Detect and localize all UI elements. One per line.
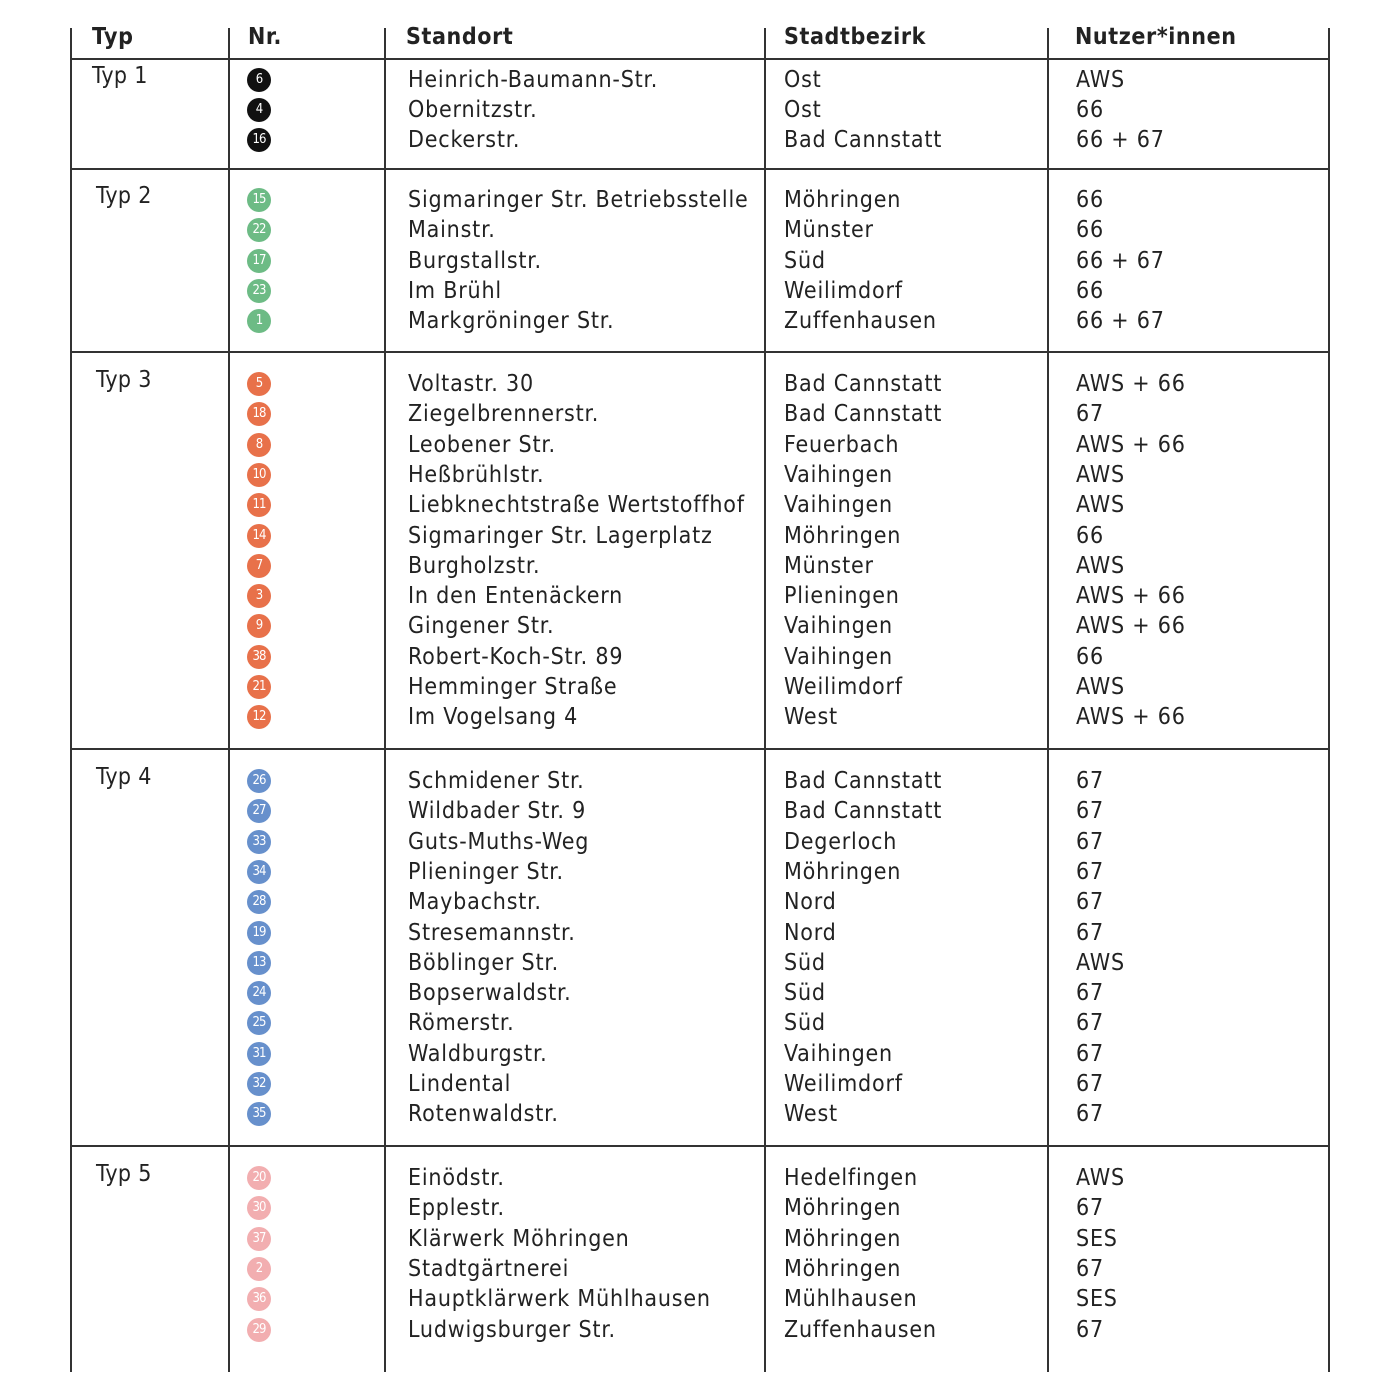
table-row xyxy=(0,978,1400,1008)
table-row xyxy=(0,65,1400,95)
table-row xyxy=(0,827,1400,857)
number-badge: 31 xyxy=(247,1042,271,1066)
table-row xyxy=(0,369,1400,399)
nutzer-cell: 67 xyxy=(1076,828,1104,855)
number-badge: 12 xyxy=(247,705,271,729)
standort-cell: In den Entenäckern xyxy=(408,583,624,610)
standort-cell: Epplestr. xyxy=(408,1195,505,1222)
nutzer-cell: SES xyxy=(1076,1225,1118,1252)
standort-cell: Sigmaringer Str. Lagerplatz xyxy=(408,522,713,549)
group-label: Typ 5 xyxy=(96,1161,152,1187)
standort-cell: Maybachstr. xyxy=(408,889,542,916)
group-divider xyxy=(71,1145,1330,1147)
stadtbezirk-cell: Vaihingen xyxy=(784,492,893,519)
table-row xyxy=(0,1163,1400,1193)
number-badge: 38 xyxy=(247,645,271,669)
standort-cell: Hauptklärwerk Mühlhausen xyxy=(408,1286,711,1313)
stadtbezirk-cell: Feuerbach xyxy=(784,431,900,458)
table-row xyxy=(0,581,1400,611)
table-row xyxy=(0,1039,1400,1069)
stadtbezirk-cell: Süd xyxy=(784,949,826,976)
number-badge: 1 xyxy=(247,309,271,333)
table-row xyxy=(0,948,1400,978)
standort-cell: Leobener Str. xyxy=(408,431,556,458)
table-row xyxy=(0,887,1400,917)
number-badge: 15 xyxy=(247,188,271,212)
standort-cell: Burgstallstr. xyxy=(408,247,542,274)
table-row xyxy=(0,125,1400,155)
header-stadtbezirk: Stadtbezirk xyxy=(784,24,927,50)
standort-cell: Ziegelbrennerstr. xyxy=(408,401,600,428)
table-row xyxy=(0,1008,1400,1038)
number-badge: 32 xyxy=(247,1072,271,1096)
standort-cell: Lindental xyxy=(408,1071,512,1097)
header-typ: Typ xyxy=(92,24,134,50)
stadtbezirk-cell: Vaihingen xyxy=(784,643,893,670)
nutzer-cell: 66 xyxy=(1076,522,1104,549)
stadtbezirk-cell: Ost xyxy=(784,67,822,93)
nutzer-cell: AWS + 66 xyxy=(1076,613,1186,640)
standort-cell: Liebknechtstraße Wertstoffhof xyxy=(408,492,745,519)
number-badge: 4 xyxy=(247,98,271,122)
stadtbezirk-cell: Hedelfingen xyxy=(784,1165,918,1191)
table-row xyxy=(0,246,1400,276)
header-nutzer: Nutzer*innen xyxy=(1075,24,1237,50)
stadtbezirk-cell: Möhringen xyxy=(784,187,902,213)
standort-cell: Gingener Str. xyxy=(408,613,555,640)
number-badge: 5 xyxy=(247,372,271,396)
stadtbezirk-cell: West xyxy=(784,704,838,731)
stadtbezirk-cell: Weilimdorf xyxy=(784,1071,903,1097)
number-badge: 27 xyxy=(247,799,271,823)
nutzer-cell: AWS xyxy=(1076,1165,1125,1191)
number-badge: 33 xyxy=(247,830,271,854)
table-row xyxy=(0,95,1400,125)
standort-cell: Im Brühl xyxy=(408,277,502,304)
standort-cell: Einödstr. xyxy=(408,1165,505,1191)
nutzer-cell: AWS + 66 xyxy=(1076,371,1186,397)
standort-cell: Klärwerk Möhringen xyxy=(408,1225,630,1252)
table-row xyxy=(0,1284,1400,1314)
table-row xyxy=(0,918,1400,948)
nutzer-cell: AWS + 66 xyxy=(1076,704,1186,731)
stadtbezirk-cell: West xyxy=(784,1101,838,1128)
nutzer-cell: AWS xyxy=(1076,674,1125,700)
standort-cell: Robert-Koch-Str. 89 xyxy=(408,643,624,670)
stadtbezirk-cell: Süd xyxy=(784,247,826,274)
standort-cell: Ludwigsburger Str. xyxy=(408,1316,616,1343)
standort-cell: Markgröninger Str. xyxy=(408,308,615,335)
standort-cell: Stadtgärtnerei xyxy=(408,1255,570,1282)
stadtbezirk-cell: Ost xyxy=(784,97,822,123)
nutzer-cell: 66 xyxy=(1076,277,1104,304)
number-badge: 37 xyxy=(247,1227,271,1251)
nutzer-cell: 67 xyxy=(1076,401,1104,428)
number-badge: 29 xyxy=(247,1318,271,1342)
standort-cell: Heinrich-Baumann-Str. xyxy=(408,67,659,93)
table-row xyxy=(0,642,1400,672)
nutzer-cell: AWS xyxy=(1076,492,1125,519)
header-standort: Standort xyxy=(406,24,514,50)
group-label: Typ 1 xyxy=(92,63,148,89)
table-row xyxy=(0,766,1400,796)
stadtbezirk-cell: Möhringen xyxy=(784,522,902,549)
number-badge: 9 xyxy=(247,614,271,638)
nutzer-cell: AWS xyxy=(1076,552,1125,579)
standort-cell: Obernitzstr. xyxy=(408,97,538,123)
group-divider xyxy=(71,748,1330,750)
group-label: Typ 3 xyxy=(96,367,152,393)
stadtbezirk-cell: Bad Cannstatt xyxy=(784,127,943,153)
standort-cell: Mainstr. xyxy=(408,217,496,244)
nutzer-cell: 67 xyxy=(1076,798,1104,825)
number-badge: 24 xyxy=(247,981,271,1005)
nutzer-cell: 67 xyxy=(1076,1255,1104,1282)
standort-cell: Rotenwaldstr. xyxy=(408,1101,559,1128)
table-row xyxy=(0,1254,1400,1284)
stadtbezirk-cell: Möhringen xyxy=(784,1255,902,1282)
table-row xyxy=(0,399,1400,429)
stadtbezirk-cell: Süd xyxy=(784,980,826,1007)
number-badge: 8 xyxy=(247,433,271,457)
standort-cell: Stresemannstr. xyxy=(408,919,576,946)
table-row xyxy=(0,1315,1400,1345)
number-badge: 23 xyxy=(247,279,271,303)
number-badge: 19 xyxy=(247,921,271,945)
nutzer-cell: AWS + 66 xyxy=(1076,431,1186,458)
number-badge: 10 xyxy=(247,463,271,487)
table-row xyxy=(0,490,1400,520)
number-badge: 35 xyxy=(247,1102,271,1126)
number-badge: 16 xyxy=(247,128,271,152)
table-row xyxy=(0,1099,1400,1129)
standort-cell: Guts-Muths-Weg xyxy=(408,828,590,855)
standort-cell: Burgholzstr. xyxy=(408,552,541,579)
nutzer-cell: 67 xyxy=(1076,889,1104,916)
group-label: Typ 2 xyxy=(96,183,152,209)
nutzer-cell: SES xyxy=(1076,1286,1118,1313)
stadtbezirk-cell: Münster xyxy=(784,552,874,579)
nutzer-cell: 66 xyxy=(1076,643,1104,670)
number-badge: 18 xyxy=(247,402,271,426)
stadtbezirk-cell: Münster xyxy=(784,217,874,244)
number-badge: 21 xyxy=(247,675,271,699)
number-badge: 7 xyxy=(247,554,271,578)
stadtbezirk-cell: Mühlhausen xyxy=(784,1286,918,1313)
number-badge: 36 xyxy=(247,1287,271,1311)
stadtbezirk-cell: Plieningen xyxy=(784,583,900,610)
nutzer-cell: 67 xyxy=(1076,1010,1104,1037)
stadtbezirk-cell: Vaihingen xyxy=(784,461,893,488)
stadtbezirk-cell: Nord xyxy=(784,919,837,946)
number-badge: 17 xyxy=(247,249,271,273)
number-badge: 2 xyxy=(247,1257,271,1281)
nutzer-cell: 67 xyxy=(1076,1071,1104,1097)
table-row xyxy=(0,306,1400,336)
nutzer-cell: 67 xyxy=(1076,858,1104,885)
standort-cell: Deckerstr. xyxy=(408,127,521,153)
number-badge: 20 xyxy=(247,1166,271,1190)
table-row xyxy=(0,702,1400,732)
table-row xyxy=(0,611,1400,641)
stadtbezirk-cell: Möhringen xyxy=(784,1225,902,1252)
group-divider xyxy=(71,351,1330,353)
table-row xyxy=(0,1224,1400,1254)
standort-cell: Schmidener Str. xyxy=(408,768,585,794)
stadtbezirk-cell: Degerloch xyxy=(784,828,898,855)
standort-cell: Voltastr. 30 xyxy=(408,371,534,397)
number-badge: 28 xyxy=(247,890,271,914)
table-row xyxy=(0,1193,1400,1223)
standort-cell: Hemminger Straße xyxy=(408,674,618,700)
table-row xyxy=(0,796,1400,826)
stadtbezirk-cell: Bad Cannstatt xyxy=(784,401,943,428)
number-badge: 30 xyxy=(247,1196,271,1220)
table-row xyxy=(0,672,1400,702)
nutzer-cell: 66 + 67 xyxy=(1076,247,1165,274)
stadtbezirk-cell: Möhringen xyxy=(784,1195,902,1222)
stadtbezirk-cell: Weilimdorf xyxy=(784,277,903,304)
group-divider xyxy=(71,168,1330,170)
nutzer-cell: 66 + 67 xyxy=(1076,308,1165,335)
standort-cell: Sigmaringer Str. Betriebsstelle xyxy=(408,187,749,213)
header-nr: Nr. xyxy=(248,24,282,50)
standort-cell: Plieninger Str. xyxy=(408,858,564,885)
stadtbezirk-cell: Bad Cannstatt xyxy=(784,798,943,825)
standort-cell: Heßbrühlstr. xyxy=(408,461,545,488)
stadtbezirk-cell: Vaihingen xyxy=(784,1040,893,1067)
stadtbezirk-cell: Bad Cannstatt xyxy=(784,768,943,794)
table-row xyxy=(0,521,1400,551)
nutzer-cell: 67 xyxy=(1076,980,1104,1007)
nutzer-cell: 67 xyxy=(1076,919,1104,946)
standort-cell: Römerstr. xyxy=(408,1010,515,1037)
stadtbezirk-cell: Möhringen xyxy=(784,858,902,885)
number-badge: 22 xyxy=(247,218,271,242)
stadtbezirk-cell: Bad Cannstatt xyxy=(784,371,943,397)
stadtbezirk-cell: Nord xyxy=(784,889,837,916)
standort-cell: Waldburgstr. xyxy=(408,1040,548,1067)
table-row xyxy=(0,857,1400,887)
nutzer-cell: 67 xyxy=(1076,1040,1104,1067)
nutzer-cell: 66 xyxy=(1076,217,1104,244)
table-row xyxy=(0,551,1400,581)
table-row xyxy=(0,1069,1400,1099)
stadtbezirk-cell: Vaihingen xyxy=(784,613,893,640)
table-row xyxy=(0,460,1400,490)
stadtbezirk-cell: Zuffenhausen xyxy=(784,1316,937,1343)
table-row xyxy=(0,185,1400,215)
nutzer-cell: AWS xyxy=(1076,67,1125,93)
table-row xyxy=(0,430,1400,460)
nutzer-cell: 67 xyxy=(1076,768,1104,794)
number-badge: 13 xyxy=(247,951,271,975)
nutzer-cell: 66 xyxy=(1076,187,1104,213)
nutzer-cell: 66 xyxy=(1076,97,1104,123)
group-label: Typ 4 xyxy=(96,764,152,790)
table-row xyxy=(0,276,1400,306)
table-row xyxy=(0,215,1400,245)
number-badge: 34 xyxy=(247,860,271,884)
nutzer-cell: AWS xyxy=(1076,461,1125,488)
number-badge: 3 xyxy=(247,584,271,608)
stadtbezirk-cell: Weilimdorf xyxy=(784,674,903,700)
nutzer-cell: 66 + 67 xyxy=(1076,127,1165,153)
header-divider xyxy=(71,58,1330,60)
standort-cell: Bopserwaldstr. xyxy=(408,980,572,1007)
number-badge: 6 xyxy=(247,68,271,92)
stadtbezirk-cell: Zuffenhausen xyxy=(784,308,937,335)
number-badge: 26 xyxy=(247,769,271,793)
standort-cell: Im Vogelsang 4 xyxy=(408,704,579,731)
nutzer-cell: 67 xyxy=(1076,1101,1104,1128)
standort-cell: Wildbader Str. 9 xyxy=(408,798,587,825)
number-badge: 25 xyxy=(247,1011,271,1035)
nutzer-cell: AWS xyxy=(1076,949,1125,976)
standort-cell: Böblinger Str. xyxy=(408,949,559,976)
number-badge: 14 xyxy=(247,524,271,548)
nutzer-cell: 67 xyxy=(1076,1195,1104,1222)
nutzer-cell: AWS + 66 xyxy=(1076,583,1186,610)
stadtbezirk-cell: Süd xyxy=(784,1010,826,1037)
nutzer-cell: 67 xyxy=(1076,1316,1104,1343)
number-badge: 11 xyxy=(247,493,271,517)
